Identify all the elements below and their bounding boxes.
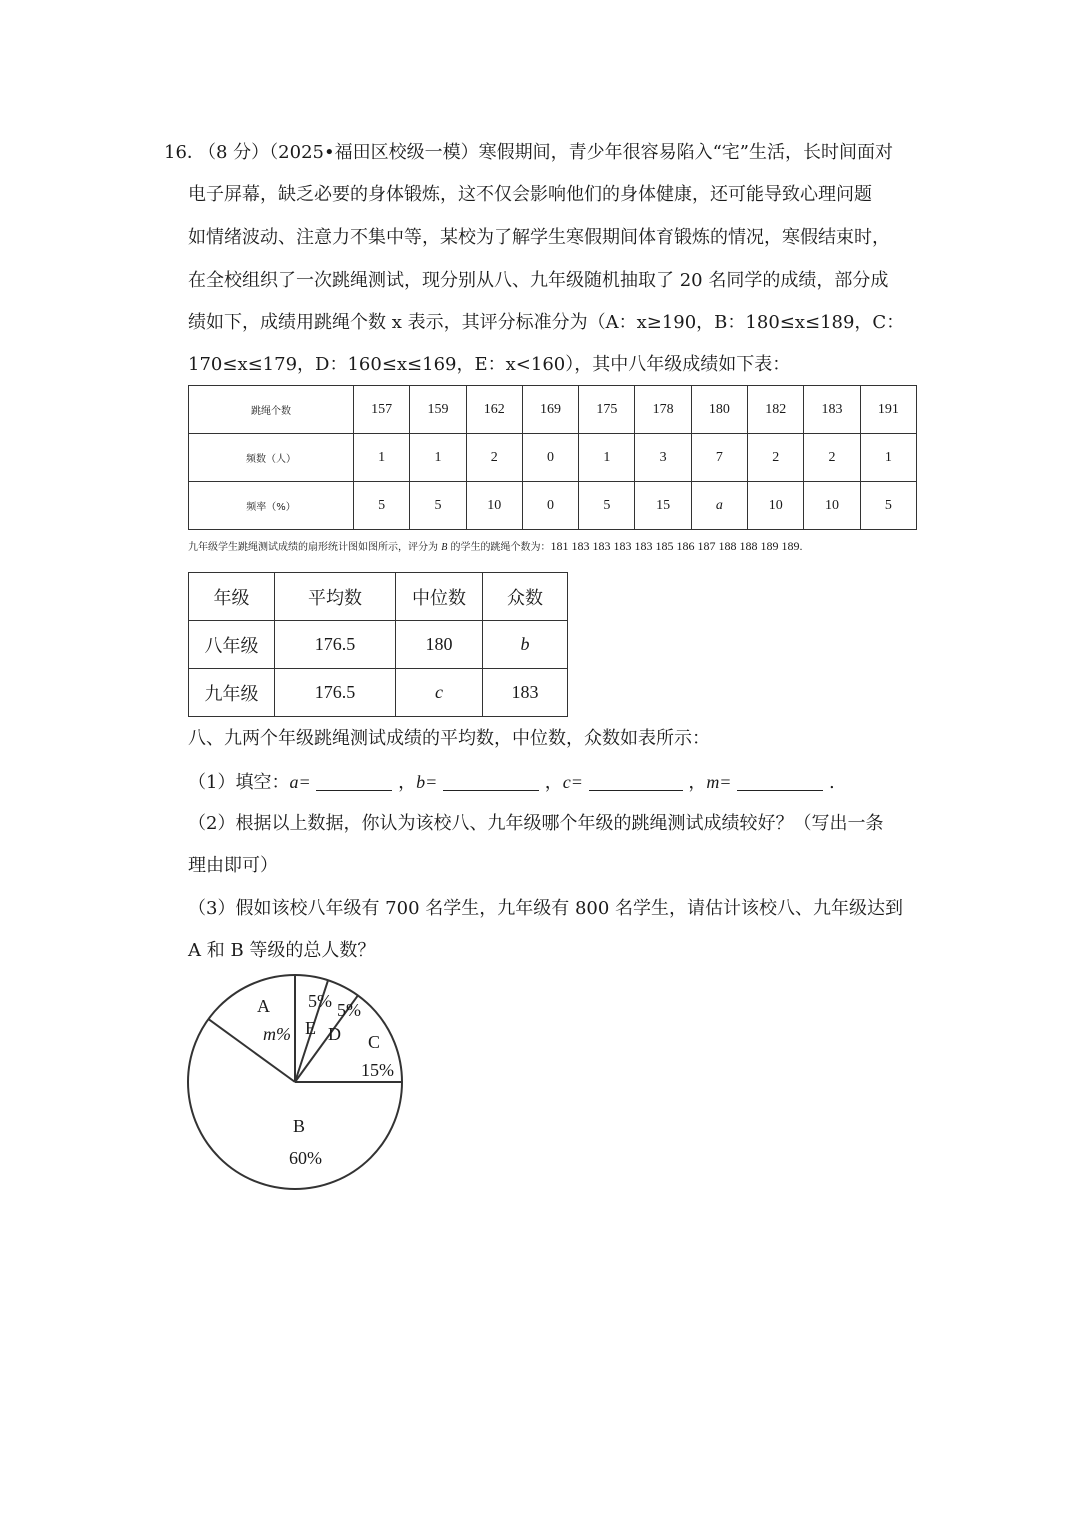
- p1-m-label: m=: [706, 772, 732, 792]
- p1-prefix: （1）填空：: [188, 772, 290, 793]
- blank-a[interactable]: [316, 772, 392, 791]
- pie-value-B: 60%: [289, 1148, 322, 1168]
- after-table-text: 八、九两个年级跳绳测试成绩的平均数，中位数，众数如表所示：: [188, 728, 710, 749]
- table-header-row: [189, 573, 568, 621]
- table-cell: 1: [410, 434, 466, 482]
- table-cell: 5: [860, 482, 916, 530]
- table-cell: 5: [410, 482, 466, 530]
- part-3-line-1: （3）假如该校八年级有 700 名学生，九年级有 800 名学生，请估计该校八、九年级达到: [188, 898, 904, 919]
- table-cell: 169: [522, 386, 578, 434]
- table-cell: 0: [522, 434, 578, 482]
- table-header: 中位数: [396, 573, 483, 621]
- table-cell: 2: [804, 434, 860, 482]
- question-line-1: （8 分）（2025•福田区校级一模）寒假期间，青少年很容易陷入“宅”生活，长时间面对: [198, 142, 894, 163]
- p1-sep: ，: [398, 772, 417, 793]
- pie-value-A: m%: [263, 1024, 291, 1044]
- p1-c-label: c=: [562, 772, 583, 792]
- note-text-a: 九年级学生跳绳测试成绩的扇形统计图如图所示，评分为: [188, 542, 438, 553]
- question-line-6: 170≤x≤179，D：160≤x≤169，E：x<160），其中八年级成绩如下表：: [188, 354, 791, 375]
- table-cell: 3: [635, 434, 691, 482]
- table-cell: 5: [579, 482, 635, 530]
- p1-a-label: a=: [289, 772, 311, 792]
- p1-b-label: b=: [416, 772, 438, 792]
- table-row: [189, 434, 917, 482]
- table-header: 平均数: [275, 573, 396, 621]
- part-2-line-1: （2）根据以上数据，你认为该校八、九年级哪个年级的跳绳测试成绩较好？（写出一条: [188, 813, 884, 834]
- table-cell: 10: [804, 482, 860, 530]
- table-cell: 162: [466, 386, 522, 434]
- table-cell: 1: [579, 434, 635, 482]
- part-2-line-2: 理由即可）: [188, 855, 278, 876]
- table-row: [189, 621, 568, 669]
- pie-label-E: E: [305, 1018, 316, 1038]
- pie-value-E: 5%: [308, 991, 332, 1011]
- row-label-frequency: 频数（人）: [189, 434, 354, 482]
- pie-chart: [180, 970, 420, 1200]
- row-label-count: 跳绳个数: [189, 386, 354, 434]
- question-line-2: 电子屏幕，缺乏必要的身体锻炼，这不仅会影响他们的身体健康，还可能导致心理问题: [188, 184, 872, 205]
- table-row: [189, 482, 917, 530]
- table-cell: 183: [804, 386, 860, 434]
- table-cell: 183: [483, 669, 568, 717]
- table-cell: 159: [410, 386, 466, 434]
- grade9-note: [188, 538, 802, 554]
- note-text-b: 的学生的跳绳个数为：: [450, 542, 551, 553]
- table-cell: 1: [860, 434, 916, 482]
- note-values: 181 183 183 183 183 185 186 187 188 188 189 189.: [550, 539, 803, 553]
- part-1: [188, 771, 835, 794]
- question-line-3: 如情绪波动、注意力不集中等，某校为了解学生寒假期间体育锻炼的情况，寒假结束时，: [188, 227, 890, 248]
- table-cell: c: [396, 669, 483, 717]
- table-cell: 15: [635, 482, 691, 530]
- blank-b[interactable]: [443, 772, 539, 791]
- table-cell: 157: [354, 386, 410, 434]
- table-cell: 7: [691, 434, 747, 482]
- table-cell: 1: [354, 434, 410, 482]
- question-line-4: 在全校组织了一次跳绳测试，现分别从八、九年级随机抽取了 20 名同学的成绩，部分成: [188, 270, 889, 291]
- question-line-5: 绩如下，成绩用跳绳个数 x 表示，其评分标准分为（A：x≥190，B：180≤x≤189，C：: [188, 312, 905, 333]
- table-header: 年级: [189, 573, 275, 621]
- table-cell: 180: [691, 386, 747, 434]
- table-cell: 2: [748, 434, 804, 482]
- table-cell: 九年级: [189, 669, 275, 717]
- table-cell: 10: [466, 482, 522, 530]
- pie-value-C: 15%: [361, 1060, 394, 1080]
- pie-value-D: 5%: [337, 1000, 361, 1020]
- row-label-rate: 频率（%）: [189, 482, 354, 530]
- table-cell: 191: [860, 386, 916, 434]
- table-cell: 176.5: [275, 621, 396, 669]
- question-number: 16．: [164, 142, 205, 163]
- table-row: [189, 386, 917, 434]
- table-header: 众数: [483, 573, 568, 621]
- table-cell: a: [691, 482, 747, 530]
- table-cell: 0: [522, 482, 578, 530]
- table-cell: 182: [748, 386, 804, 434]
- table-cell: 176.5: [275, 669, 396, 717]
- stats-table: [188, 572, 568, 717]
- blank-c[interactable]: [589, 772, 683, 791]
- pie-labels: [257, 991, 394, 1168]
- table-cell: 178: [635, 386, 691, 434]
- note-var: B: [441, 542, 448, 553]
- pie-label-B: B: [293, 1116, 306, 1136]
- pie-label-D: D: [328, 1024, 341, 1044]
- grade8-frequency-table: [188, 385, 917, 530]
- table-cell: 八年级: [189, 621, 275, 669]
- table-cell: 2: [466, 434, 522, 482]
- pie-label-A: A: [257, 996, 270, 1016]
- p1-sep: ，: [688, 772, 707, 793]
- blank-m[interactable]: [737, 772, 823, 791]
- table-cell: 5: [354, 482, 410, 530]
- p1-end: .: [828, 772, 835, 793]
- table-cell: 10: [748, 482, 804, 530]
- table-cell: 180: [396, 621, 483, 669]
- table-cell: 175: [579, 386, 635, 434]
- part-3-line-2: A 和 B 等级的总人数？: [188, 940, 376, 961]
- table-row: [189, 669, 568, 717]
- table-cell: b: [483, 621, 568, 669]
- pie-label-C: C: [368, 1032, 381, 1052]
- p1-sep: ，: [544, 772, 563, 793]
